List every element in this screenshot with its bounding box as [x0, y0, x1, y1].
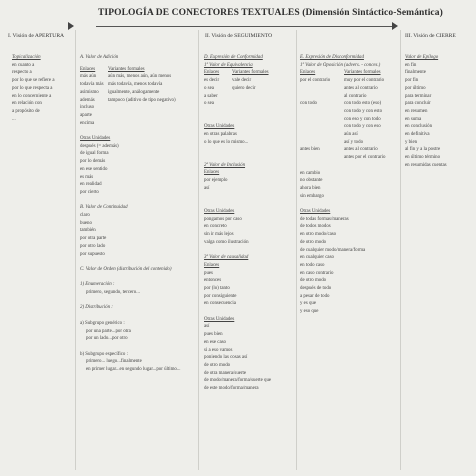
list-item: de cualquier modo/manera/forma: [300, 247, 366, 253]
list-item: así y todo: [344, 139, 364, 145]
column-divider: [400, 30, 401, 470]
list-item: más aún aún más, menos aún, aún menos: [80, 74, 172, 80]
list-item: por cierto: [80, 189, 99, 195]
list-item: de otro modo: [204, 363, 231, 368]
list-item: por último: [405, 85, 426, 91]
list-item: primero... luego...finalmente: [86, 359, 142, 365]
subheading: Otras Unidades: [300, 209, 331, 215]
list-item: en resumen: [405, 108, 428, 114]
list-item: antes bien antes al contrario: [300, 147, 378, 153]
section-seguimiento: II. Visión de SEGUIMIENTO: [205, 33, 273, 39]
list-item: en último término: [405, 155, 441, 161]
list-item: bueno: [80, 220, 92, 226]
col-cierre: [405, 54, 473, 170]
subheading: b) Subgrupo específico :: [80, 351, 128, 357]
subheading: Enlaces: [204, 170, 220, 176]
list-item: en cambio: [300, 170, 321, 176]
list-item: de todos modos: [300, 224, 331, 230]
list-item: al contrario: [344, 93, 367, 99]
list-item: también: [80, 228, 96, 234]
subheading: a) Subgrupo genérico :: [80, 320, 125, 326]
page-title: TIPOLOGÍA DE CONECTORES TEXTUALES (Dimensión Sintáctico-Semántica): [98, 8, 443, 18]
list-item: después (= además): [80, 143, 119, 149]
list-item: es decir vale decir: [204, 78, 252, 84]
list-item: asimismo igualmente, análogamente: [80, 89, 160, 95]
subheading: 1) Enumeración :: [80, 282, 115, 288]
list-item: en consecuencia: [204, 301, 236, 307]
list-item: aún así: [344, 132, 358, 138]
list-item: y eso que: [300, 309, 319, 315]
heading: D. Expresión de Conformidad: [204, 55, 263, 60]
list-item: por otra parte: [80, 236, 107, 242]
list-item: por fin: [405, 78, 419, 84]
list-item: sin embargo: [300, 193, 324, 199]
list-item: para concluir: [405, 101, 431, 107]
heading: E. Expresión de Disconformidad: [300, 55, 364, 60]
list-item: por lo que respecta a: [12, 85, 53, 91]
list-item: para terminar: [405, 93, 432, 99]
list-item: a propósito de: [12, 108, 40, 114]
list-item: de este modo/forma/manera: [204, 386, 259, 392]
list-item: ahora bien: [300, 185, 321, 191]
list-item: así: [204, 185, 210, 191]
subheading: Otras Unidades: [204, 124, 235, 130]
list-item: en resumidas cuentas: [405, 162, 447, 168]
list-item: antes por el contrario: [344, 155, 386, 161]
list-item: Enlaces Variantes formales: [80, 66, 145, 72]
list-item: a pesar de todo: [300, 293, 330, 299]
subheading: Otras Unidades: [204, 316, 235, 322]
list-item: en definitiva: [405, 132, 430, 138]
list-item: en fin: [405, 62, 417, 68]
list-item: o sea quiero decir: [204, 85, 256, 91]
list-item: de todas formas/maneras: [300, 216, 349, 222]
list-item: con todo y con esto: [344, 108, 383, 114]
arrow-right-icon: [68, 22, 74, 30]
col-conformidad: [204, 54, 296, 393]
list-item: por el contrario muy por el contrario: [300, 78, 385, 84]
list-item: y bien: [405, 139, 418, 145]
col-apertura: [12, 54, 74, 123]
list-item: encima: [80, 120, 95, 126]
subheading: 1º Valor de Oposición (advers. - conces.): [300, 62, 381, 68]
list-item: de otra manera/suerte: [204, 370, 247, 376]
column-divider: [296, 30, 297, 470]
list-item: primero, segundo, tercero...: [86, 290, 140, 296]
subheading: Otras Unidades: [80, 136, 111, 142]
list-item: de modo/manera/forma/suerte que: [204, 378, 272, 384]
subheading: 2) Distribución :: [80, 305, 113, 311]
list-item: en conclusión: [405, 124, 433, 130]
list-item: valga como ilustración: [204, 239, 249, 245]
list-item: si a eso vamos: [204, 347, 233, 353]
list-item: ...: [12, 116, 16, 122]
list-item: por (lo) tanto: [204, 285, 230, 291]
column-divider: [198, 30, 199, 470]
list-item: en otras palabras: [204, 132, 237, 137]
col-disconformidad: [300, 54, 400, 316]
list-item: o lo que es lo mismo...: [204, 139, 249, 145]
list-item: con todo con todo esto (eso): [300, 101, 382, 107]
list-item: por lo que se refiere a: [12, 78, 55, 84]
list-item: por un lado...por otro: [86, 336, 128, 342]
list-item: Enlaces Variantes formales: [204, 70, 269, 76]
subheading: 2º Valor de Inclusión: [204, 162, 246, 168]
list-item: respecto a: [12, 70, 32, 76]
list-item: por consiguiente: [204, 293, 237, 299]
list-item: entonces: [204, 278, 222, 284]
list-item: después de todo: [300, 286, 332, 292]
list-item: pongamos por caso: [204, 216, 242, 222]
list-item: de otro modo: [300, 278, 327, 284]
list-item: poniendo las cosas así: [204, 355, 248, 361]
subheading: 3º Valor de causalidad: [204, 255, 249, 261]
section-cierre: III. Visión de CIERRE: [405, 33, 456, 39]
list-item: en realidad: [80, 182, 102, 188]
list-item: además tampoco (aditivo de tipo negativo): [80, 97, 176, 103]
list-item: por lo demás: [80, 159, 106, 165]
list-item: en todo caso: [300, 262, 325, 268]
heading: Topicalización: [12, 55, 41, 60]
arrow-right-icon: [392, 22, 398, 30]
header-rule: [96, 26, 392, 27]
list-item: a saber: [204, 93, 218, 99]
list-item: de igual forma: [80, 151, 109, 157]
heading: Valor de Epílogo: [405, 55, 439, 60]
list-item: pues: [204, 270, 213, 276]
list-item: aparte: [80, 112, 92, 118]
heading: B. Valor de Continuidad: [80, 205, 128, 211]
list-item: y es que: [300, 301, 317, 307]
list-item: incluso: [80, 105, 95, 111]
list-item: en cualquier caso: [300, 255, 334, 261]
list-item: finalmente: [405, 70, 426, 76]
column-divider: [75, 30, 76, 470]
list-item: todavía más más todavía, menos todavía: [80, 82, 163, 88]
list-item: por supuesto: [80, 251, 105, 257]
list-item: con todo y con eso: [344, 124, 381, 130]
list-item: es más: [80, 174, 94, 180]
col-adicion: [80, 54, 198, 374]
list-item: en otro modo/caso: [300, 232, 337, 238]
heading: A. Valor de Adición: [80, 55, 119, 60]
heading: C. Valor de Orden (distribución del contenido): [80, 266, 172, 272]
list-item: en suma: [405, 116, 422, 122]
list-item: por ejemplo: [204, 178, 228, 184]
list-item: en caso contrario: [300, 270, 334, 276]
list-item: pues bien: [204, 332, 223, 338]
list-item: con eso y con todo: [344, 116, 381, 122]
list-item: en lo concerniente a: [12, 93, 52, 99]
subheading: 1º Valor de Equivalencia: [204, 62, 253, 68]
list-item: en cuanto a: [12, 62, 35, 68]
list-item: en relación con: [12, 101, 42, 107]
list-item: de otro modo: [300, 239, 327, 245]
subheading: Enlaces: [204, 262, 220, 268]
list-item: por otro lado: [80, 243, 106, 249]
list-item: en primer lugar...en segundo lugar...por último...: [86, 367, 181, 373]
list-item: en concreto: [204, 224, 227, 230]
section-apertura: I. Visión de APERTURA: [8, 33, 65, 39]
list-item: antes al contrario: [344, 85, 378, 91]
list-item: en ese sentido: [80, 166, 108, 172]
list-item: así: [204, 324, 210, 330]
list-item: al fin y a la postre: [405, 147, 441, 153]
list-item: en ese caso: [204, 339, 226, 345]
list-item: sin ir más lejos: [204, 232, 234, 238]
list-item: Enlaces Variantes formales: [300, 70, 381, 76]
list-item: o sea: [204, 101, 214, 107]
list-item: claro: [80, 213, 90, 219]
list-item: por una parte...por otra: [86, 328, 131, 334]
subheading: Otras Unidades: [204, 208, 235, 214]
list-item: no obstante: [300, 178, 323, 184]
